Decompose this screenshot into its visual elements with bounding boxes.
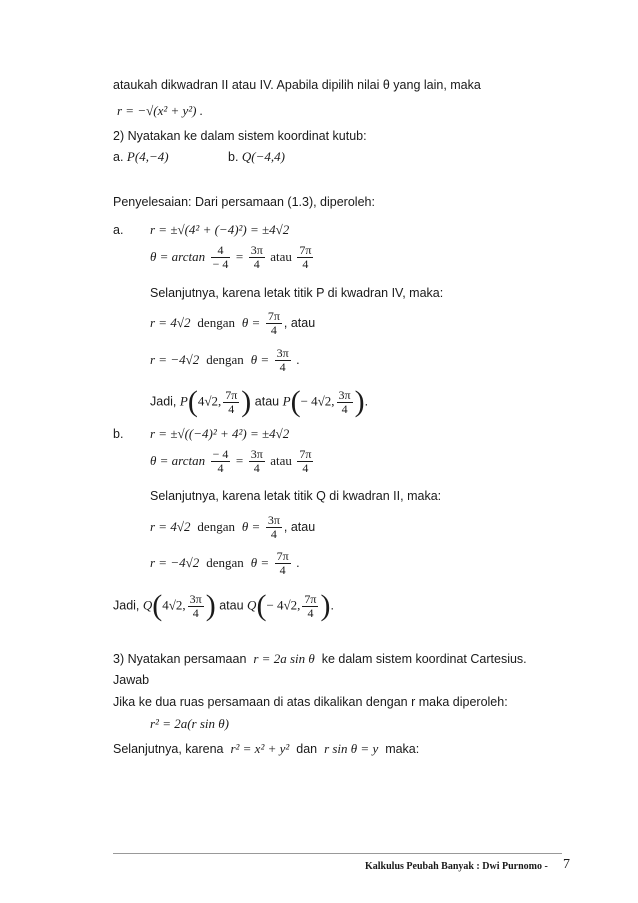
part-a-label: a. <box>113 223 124 237</box>
part-a-case-2: r = −4√2 dengan θ = $\frac{3\pi}{4}$ . <box>150 346 300 374</box>
page-number: 7 <box>563 857 570 872</box>
part-a-next: Selanjutnya, karena letak titik P di kwadran IV, maka: <box>150 286 444 300</box>
jawab-text: Jika ke dua ruas persamaan di atas dikalikan dengan r maka diperoleh: <box>113 695 508 709</box>
question-2b: b. Q(−4,4) <box>228 149 285 164</box>
part-b-r: r = ±√((−4)² + 4²) = ±4√2 <box>150 426 290 441</box>
intro-text: ataukah dikwadran II atau IV. Apabila dipilih nilai θ yang lain, maka <box>113 78 481 92</box>
question-2a: a. P(4,−4) <box>113 149 169 164</box>
part-b-theta: θ = arctan $\frac{- 4}{4}$ = $\frac{3\pi}{4}$ atau $\frac{7\pi}{4}$ <box>150 447 312 475</box>
part-a-r: r = ±√(4² + (−4)²) = ±4√2 <box>150 222 290 237</box>
part-a-theta: θ = arctan $\frac{4}{- 4}$ = $\frac{3\pi}{4}$ atau $\frac{7\pi}{4}$ <box>150 243 312 271</box>
footer-divider <box>113 853 562 854</box>
part-b-next: Selanjutnya, karena letak titik Q di kwadran II, maka: <box>150 489 442 503</box>
part-b-case-1: r = 4√2 dengan θ = $\frac{3\pi}{4}$ , atau <box>150 513 316 541</box>
footer-text: Kalkulus Peubah Banyak : Dwi Purnomo - <box>365 861 548 872</box>
question-3: 3) Nyatakan persamaan r = 2a sin θ ke dalam sistem koordinat Cartesius. <box>113 651 527 666</box>
part-b-case-2: r = −4√2 dengan θ = $\frac{7\pi}{4}$ . <box>150 549 300 577</box>
part-b-result: Jadi, Q(4√2, $\frac{3\pi}{4}$ ) atau Q(− 4√2, $\frac{7\pi}{4}$ ). <box>113 589 334 622</box>
question-2-title: 2) Nyatakan ke dalam sistem koordinat kutub: <box>113 129 367 143</box>
part-a-case-1: r = 4√2 dengan θ = $\frac{7\pi}{4}$ , atau <box>150 309 316 337</box>
part-b-label: b. <box>113 427 124 441</box>
part-a-result: Jadi, P(4√2, $\frac{7\pi}{4}$ ) atau P(− 4√2, $\frac{3\pi}{4}$ ). <box>150 385 369 418</box>
final-statement: Selanjutnya, karena r² = x² + y² dan r sin θ = y maka: <box>113 741 420 756</box>
jawab-heading: Jawab <box>113 673 150 687</box>
solution-intro: Penyelesaian: Dari persamaan (1.3), diperoleh: <box>113 195 375 209</box>
equation-r-squared: r² = 2a(r sin θ) <box>150 716 230 731</box>
intro-formula: r = −√(x² + y²) . <box>117 103 204 118</box>
